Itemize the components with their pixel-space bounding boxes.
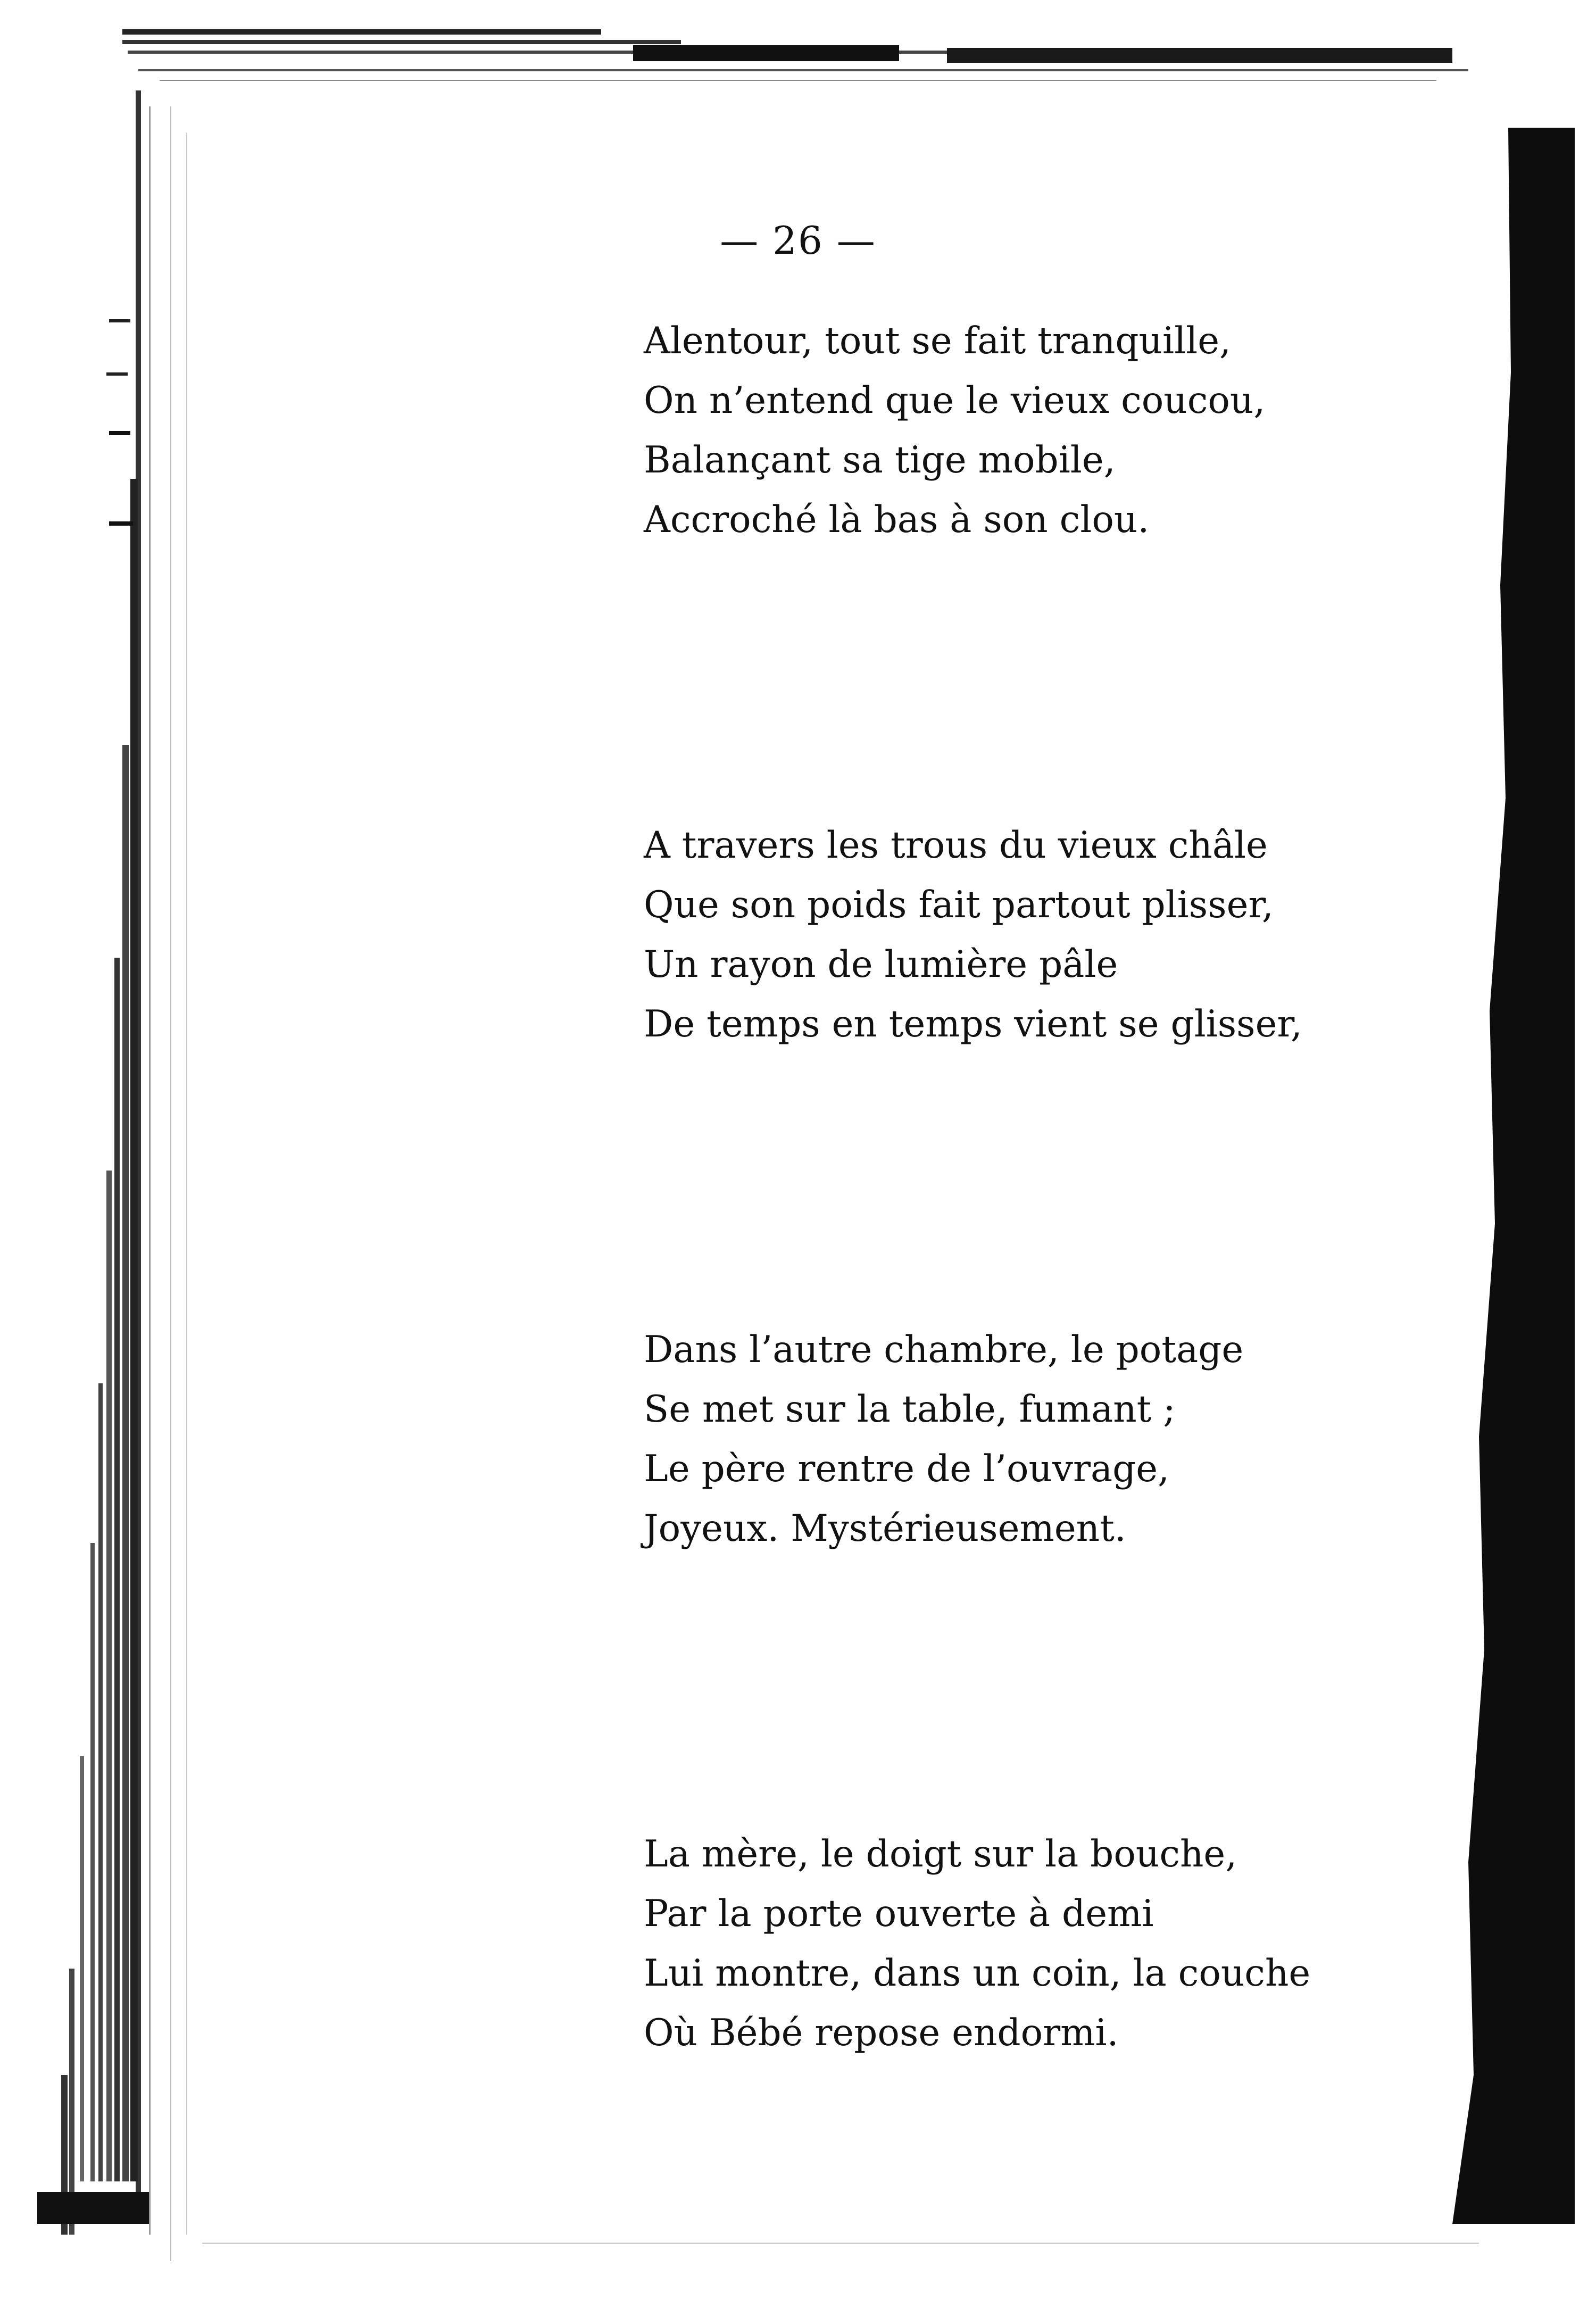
page-number: — 26 — bbox=[720, 218, 876, 263]
verse-line: La mère, le doigt sur la bouche, bbox=[644, 1833, 1237, 1875]
verse-line: Le père rentre de l’ouvrage, bbox=[644, 1448, 1170, 1490]
bottom-edge-noise bbox=[202, 2243, 1479, 2244]
stanza-2 bbox=[644, 816, 1389, 1054]
verse-line: Alentour, tout se fait tranquille, bbox=[644, 320, 1231, 362]
verse-line: Par la porte ouverte à demi bbox=[644, 1893, 1154, 1935]
verse-line: On n’entend que le vieux coucou, bbox=[644, 379, 1266, 422]
verse-line: De temps en temps vient se glisser, bbox=[644, 1003, 1302, 1045]
verse-line: Lui montre, dans un coin, la couche bbox=[644, 1952, 1311, 1995]
left-edge-stack bbox=[37, 90, 187, 2261]
stanza-3 bbox=[644, 1320, 1389, 1558]
verse-line: Accroché là bas à son clou. bbox=[644, 499, 1150, 541]
verse-line: Que son poids fait partout plisser, bbox=[644, 884, 1274, 926]
verse-line: Dans l’autre chambre, le potage bbox=[644, 1329, 1244, 1371]
stanza-1 bbox=[644, 311, 1389, 550]
verse-line: Joyeux. Mystérieusement. bbox=[644, 1507, 1126, 1550]
poem bbox=[644, 311, 1389, 2063]
top-edge-noise bbox=[122, 29, 1468, 81]
right-edge-shadow bbox=[1452, 128, 1575, 2224]
verse-line: Un rayon de lumière pâle bbox=[644, 943, 1118, 986]
verse-line: Se met sur la table, fumant ; bbox=[644, 1388, 1176, 1431]
stanza-4 bbox=[644, 1824, 1389, 2063]
verse-line: Balançant sa tige mobile, bbox=[644, 439, 1116, 482]
verse-line: A travers les trous du vieux châle bbox=[644, 824, 1268, 867]
verse-line: Où Bébé repose endormi. bbox=[644, 2012, 1119, 2054]
